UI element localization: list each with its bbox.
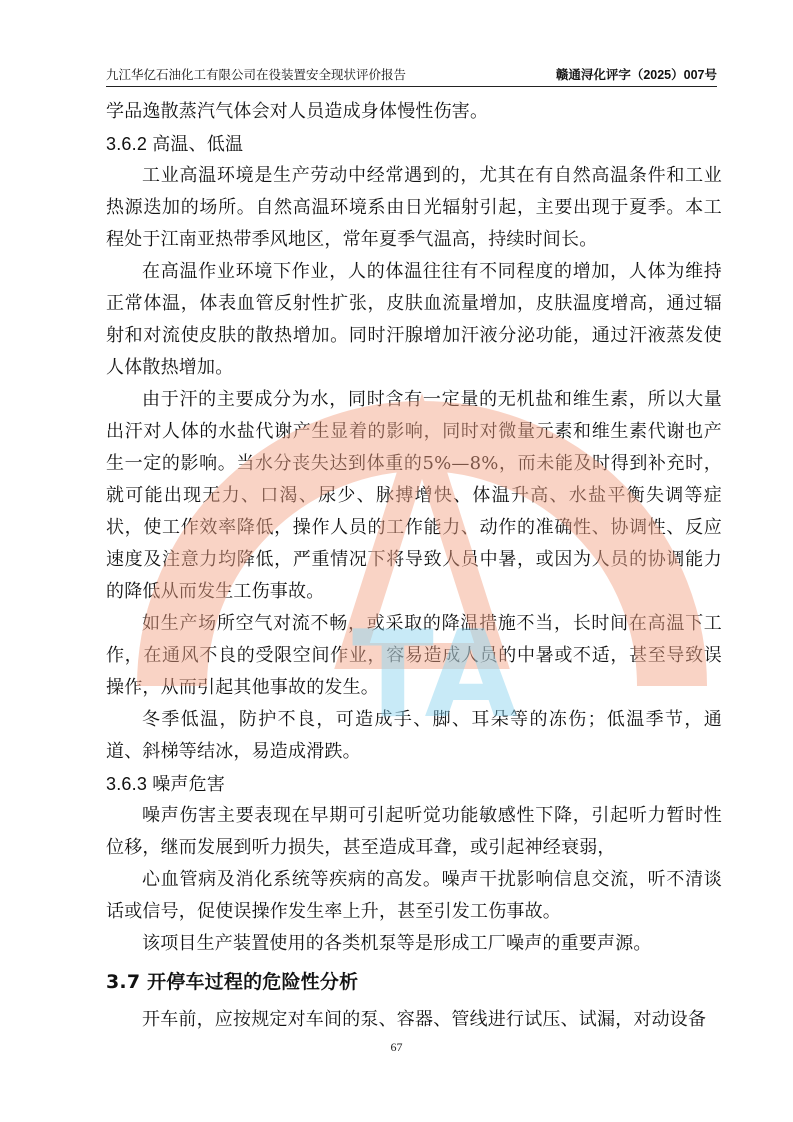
- page-body: [106, 96, 722, 1036]
- section-heading-3-7: 3.7 开停车过程的危险性分析: [106, 971, 359, 993]
- paragraph: 由于汗的主要成分为水，同时含有一定量的无机盐和维生素，所以大量出汗对人体的水盐代谢产生显着的影响，同时对微量元素和维生素代谢也产生一定的影响。当水分丧失达到体重的5%—8%，而未能及时得到补充时，就可能出现无力、口渴、尿少、脉搏增快、体温升高、水盐平衡失调等症状，使工作效率降低，操作人员的工作能力、动作的准确性、协调性、反应速度及注意力均降低，严重情况下将导致人员中暑，或因为人员的协调能力的降低从而发生工伤事故。: [106, 389, 722, 602]
- paragraph: 开车前，应按规定对车间的泵、容器、管线进行试压、试漏，对动设备: [142, 1009, 707, 1030]
- page-number: 67: [390, 1040, 403, 1054]
- header-document-number: 赣通浔化评字（2025）007号: [555, 68, 717, 82]
- paragraph: 在高温作业环境下作业，人的体温往往有不同程度的增加，人体为维持正常体温，体表血管反射性扩张，皮肤血流量增加，皮肤温度增高，通过辐射和对流使皮肤的散热增加。同时汗腺增加汗液分泌功能，通过汗液蒸发使人体散热增加。: [106, 261, 722, 378]
- section-heading-3-6-3: 3.6.3 噪声危害: [106, 774, 226, 794]
- paragraph: 工业高温环境是生产劳动中经常遇到的，尤其在有自然高温条件和工业热源迭加的场所。自然高温环境系由日光辐射引起，主要出现于夏季。本工程处于江南亚热带季风地区，常年夏季气温高，持续时间长。: [106, 165, 722, 250]
- paragraph: 如生产场所空气对流不畅，或采取的降温措施不当，长时间在高温下工作，在通风不良的受限空间作业，容易造成人员的中暑或不适，甚至导致误操作，从而引起其他事故的发生。: [106, 613, 722, 698]
- svg-text:TA: TA: [352, 606, 518, 745]
- header-report-title: 九江华亿石油化工有限公司在役装置安全现状评价报告: [106, 68, 407, 82]
- paragraph: 冬季低温，防护不良，可造成手、脚、耳朵等的冻伤；低温季节，通道、斜梯等结冰，易造成滑跌。: [106, 709, 722, 762]
- paragraph: 该项目生产装置使用的各类机泵等是形成工厂噪声的重要声源。: [142, 933, 652, 954]
- paragraph: 噪声伤害主要表现在早期可引起听觉功能敏感性下降，引起听力暂时性位移，继而发展到听力损失，甚至造成耳聋，或引起神经衰弱，: [106, 805, 722, 858]
- paragraph-continuation: 学品逸散蒸汽气体会对人员造成身体慢性伤害。: [106, 101, 489, 122]
- page-header: [106, 66, 717, 87]
- paragraph: 心血管病及消化系统等疾病的高发。噪声干扰影响信息交流，听不清谈话或信号，促使误操作发生率上升，甚至引发工伤事故。: [106, 869, 722, 922]
- section-heading-3-6-2: 3.6.2 高温、低温: [106, 134, 244, 154]
